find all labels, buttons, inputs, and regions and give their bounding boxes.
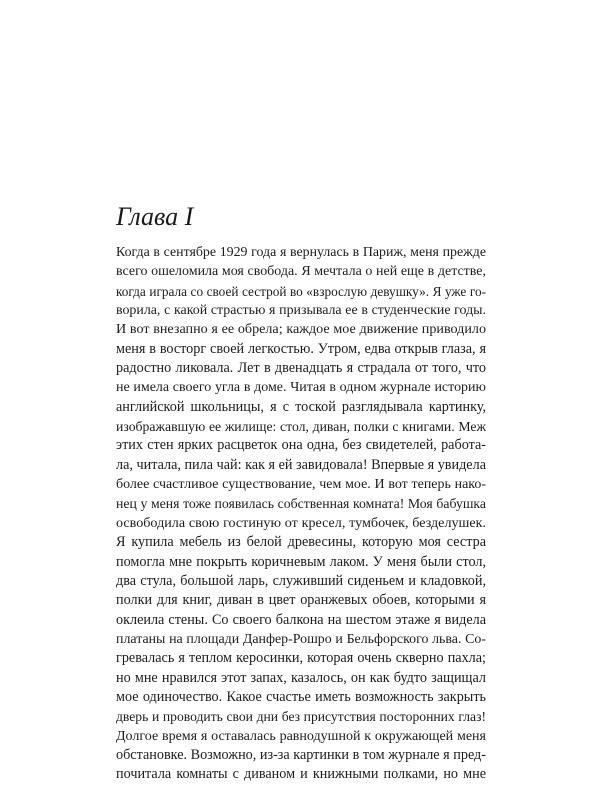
text-line: когда играла со своей сестрой во «взрослую девушку». Я уже го-	[116, 283, 486, 299]
text-line: этих стен ярких расцветок она одна, без свидетелей, работа-	[116, 437, 486, 454]
text-line: не имела своего угла в доме. Читая в одном журнале историю	[116, 380, 486, 396]
text-line: мое одиночество. Какое счастье иметь возможность закрыть	[116, 688, 486, 705]
text-line: английской школьницы, я с тоской разглядывала картинку,	[116, 398, 486, 415]
text-line: полки для книг, диван в цвет оранжевых обоев, которыми я	[116, 592, 486, 609]
text-line: оклеила стены. Со своего балкона на шестом этаже я видела	[116, 611, 486, 628]
text-line: освободила свою гостиную от кресел, тумбочек, безделушек.	[116, 514, 486, 531]
text-line: помогла мне покрыть коричневым лаком. У меня были стол,	[116, 553, 486, 570]
text-line: платаны на площади Данфер-Рошро и Бельфорского льва. Со-	[116, 631, 486, 647]
text-line: всего ошеломила моя свобода. Я мечтала о ней еще в детстве,	[116, 264, 486, 280]
text-line: радостно ликовала. Лет в двенадцать я страдала от того, что	[116, 360, 486, 377]
text-line: более счастливое существование, чем мое. И вот теперь нако-	[116, 477, 486, 493]
text-line: Долгое время я оставалась равнодушной к окружающей меня	[116, 728, 486, 744]
text-line: гревалась я теплом керосинки, которая очень скверно пахла;	[116, 650, 486, 667]
text-line: обстановке. Возможно, из-за картинки в том журнале я пред-	[116, 746, 486, 763]
text-line: дверь и проводить свои дни без присутствия посторонних глаз!	[116, 709, 486, 725]
text-line: почитала комнаты с диваном и книжными полками, но мне	[116, 766, 486, 783]
text-line: Когда в сентябре 1929 года я вернулась в Париж, меня прежде	[116, 245, 486, 260]
text-line: два стула, большой ларь, служивший сиденьем и кладовкой,	[116, 572, 486, 589]
text-line: ла, читала, пила чай: как я ей завидовала! Впервые я увидела	[116, 456, 486, 473]
text-line: нец у меня тоже появилась собственная комната! Моя бабушка	[116, 496, 486, 512]
text-line: ворила, с какой страстью я призывала ее в студенческие годы.	[116, 303, 486, 319]
text-line: меня в восторг своей легкостью. Утром, едва открыв глаза, я	[116, 340, 486, 357]
chapter-title: Глава I	[116, 202, 194, 231]
text-line: изображавшую ее жилище: стол, диван, полки с книгами. Меж	[116, 419, 486, 435]
text-line: Я купила мебель из белой древесины, которую моя сестра	[116, 534, 486, 551]
text-line: И вот внезапно я ее обрела; каждое мое движение приводило	[116, 321, 486, 338]
text-line: но мне нравился этот запах, казалось, он как будто защищал	[116, 669, 486, 686]
chapter-body-text	[116, 243, 486, 785]
